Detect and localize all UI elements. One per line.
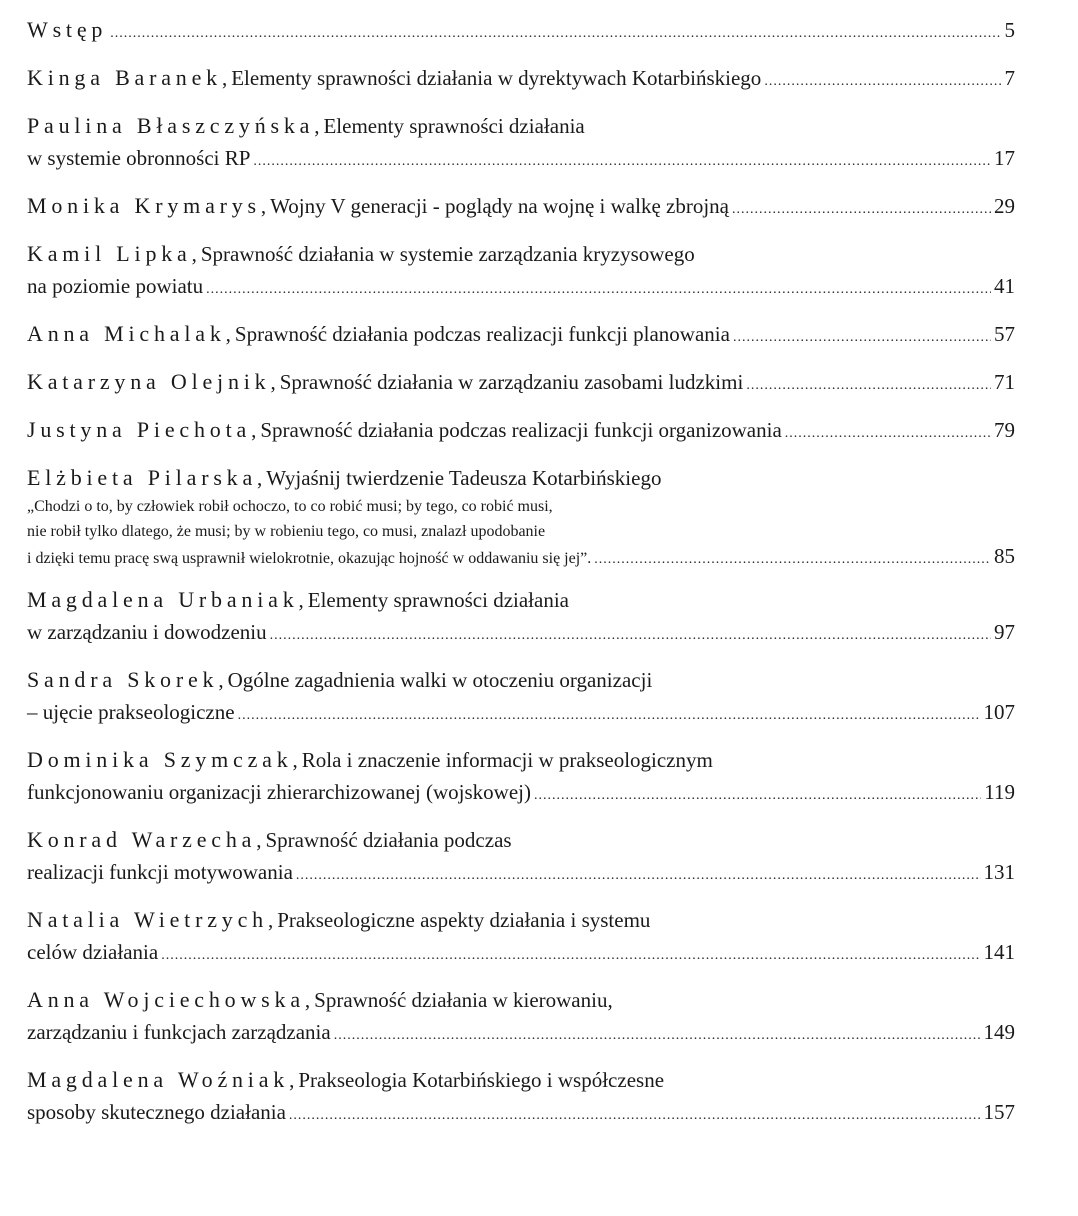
dot-leader: [733, 322, 991, 354]
dot-leader: [253, 146, 991, 178]
toc-line: [27, 936, 1015, 972]
toc-entry[interactable]: [27, 238, 1015, 306]
author-name: Paulina Błaszczyńska: [27, 113, 315, 138]
page-number: 131: [983, 860, 1015, 884]
entry-title: Sprawność działania podczas realizacji funkcji planowania: [234, 322, 730, 346]
entry-title-continued: na poziomie powiatu: [27, 274, 204, 298]
entry-title: Sprawność działania podczas: [265, 828, 512, 852]
toc-entry[interactable]: [27, 62, 1015, 98]
toc-entry[interactable]: [27, 318, 1015, 354]
author-name: Magdalena Woźniak: [27, 1067, 290, 1092]
toc-line: Sandra Skorek , Ogólne zagadnienia walki w otoczeniu organizacji: [27, 664, 1015, 696]
toc-line: Dominika Szymczak , Rola i znaczenie informacji w prakseologicznym: [27, 744, 1015, 776]
author-name: Anna Wojciechowska: [27, 987, 305, 1012]
entry-title-continued: – ujęcie prakseologiczne: [27, 700, 235, 724]
dot-leader: [238, 700, 981, 732]
toc-entry[interactable]: [27, 904, 1015, 972]
entry-title: Rola i znaczenie informacji w prakseologicznym: [301, 748, 713, 772]
entry-title: Wyjaśnij twierdzenie Tadeusza Kotarbińskiego: [266, 466, 662, 490]
dot-leader: [334, 1020, 981, 1052]
toc-entry[interactable]: [27, 744, 1015, 812]
entry-title: Prakseologia Kotarbińskiego i współczesne: [298, 1068, 665, 1092]
page-number: 149: [983, 1020, 1015, 1044]
toc-line: [27, 856, 1015, 892]
author-name: Justyna Piechota: [27, 417, 252, 442]
entry-title-continued: sposoby skutecznego działania: [27, 1100, 286, 1124]
toc-line: Magdalena Urbaniak , Elementy sprawności działania: [27, 584, 1015, 616]
toc-line: Natalia Wietrzych , Prakseologiczne aspekty działania i systemu: [27, 904, 1015, 936]
toc-line: Kinga Baranek , Elementy sprawności działania w dyrektywach Kotarbińskiego ..... 7: [27, 62, 1015, 98]
page-number: 71: [994, 370, 1015, 394]
toc-line: Anna Wojciechowska , Sprawność działania w kierowaniu,: [27, 984, 1015, 1016]
page-number: 107: [983, 700, 1015, 724]
entry-title-continued: realizacji funkcji motywowania: [27, 860, 293, 884]
toc-line: [27, 1016, 1015, 1052]
page-number: 29: [994, 194, 1015, 218]
toc-entry[interactable]: [27, 984, 1015, 1052]
toc-entry[interactable]: [27, 190, 1015, 226]
toc-entry[interactable]: [27, 366, 1015, 402]
dot-leader: [270, 620, 991, 652]
quote-text: „Chodzi o to, by człowiek robił ochoczo, to co robić musi; by tego, co robić musi,: [27, 498, 553, 515]
author-name: Elżbieta Pilarska: [27, 465, 258, 490]
dot-leader: [594, 547, 991, 572]
dot-leader: [110, 18, 1001, 50]
entry-title: Elementy sprawności działania w dyrektywach Kotarbińskiego: [231, 66, 762, 90]
author-name: Kamil Lipka: [27, 241, 192, 266]
toc-entry-intro[interactable]: [27, 14, 1015, 50]
toc-line: Konrad Warzecha , Sprawność działania podczas: [27, 824, 1015, 856]
entry-title: Wojny V generacji - poglądy na wojnę i walkę zbrojną: [270, 194, 729, 218]
page-number: 157: [983, 1100, 1015, 1124]
entry-title: Sprawność działania w systemie zarządzania kryzysowego: [200, 242, 695, 266]
toc-line: [27, 696, 1015, 732]
entry-title: Ogólne zagadnienia walki w otoczeniu organizacji: [227, 668, 653, 692]
toc-line: Elżbieta Pilarska , Wyjaśnij twierdzenie Tadeusza Kotarbińskiego: [27, 462, 1015, 494]
dot-leader: [289, 1100, 981, 1132]
toc-line: Katarzyna Olejnik , Sprawność działania w zarządzaniu zasobami ludzkimi ..... 71: [27, 366, 1015, 402]
dot-leader: [764, 66, 1001, 98]
toc-entry[interactable]: [27, 110, 1015, 178]
page-number: 41: [994, 274, 1015, 298]
page-number: 97: [994, 620, 1015, 644]
toc-line: [27, 14, 1015, 50]
toc-line: [27, 142, 1015, 178]
author-name: Magdalena Urbaniak: [27, 587, 299, 612]
page-number: 79: [994, 418, 1015, 442]
entry-title-continued: funkcjonowaniu organizacji zhierarchizowanej (wojskowej): [27, 780, 531, 804]
toc-entry[interactable]: [27, 414, 1015, 450]
toc-quote-line: [27, 494, 1015, 519]
author-name: Anna Michalak: [27, 321, 226, 346]
page-number: 57: [994, 322, 1015, 346]
entry-title-continued: w zarządzaniu i dowodzeniu: [27, 620, 267, 644]
toc-line: Monika Krymarys , Wojny V generacji - poglądy na wojnę i walkę zbrojną ..... 29: [27, 190, 1015, 226]
toc-entry[interactable]: [27, 1064, 1015, 1132]
toc-quote-line: [27, 544, 1015, 572]
toc-entry[interactable]: [27, 584, 1015, 652]
page-number: 5: [1004, 18, 1015, 42]
toc-entry[interactable]: [27, 664, 1015, 732]
toc-line: [27, 1096, 1015, 1132]
author-name: Monika Krymarys: [27, 193, 261, 218]
author-name: Natalia Wietrzych: [27, 907, 268, 932]
quote-text: nie robił tylko dlatego, że musi; by w robieniu tego, co musi, znalazł upodobanie: [27, 523, 546, 540]
page-number: 7: [1004, 66, 1015, 90]
toc-line: Kamil Lipka , Sprawność działania w systemie zarządzania kryzysowego: [27, 238, 1015, 270]
author-name: Sandra Skorek: [27, 667, 219, 692]
toc-line: Anna Michalak , Sprawność działania podczas realizacji funkcji planowania ..... 57: [27, 318, 1015, 354]
entry-title: Sprawność działania podczas realizacji funkcji organizowania: [260, 418, 782, 442]
page-number: 119: [984, 780, 1015, 804]
entry-title: Elementy sprawności działania: [307, 588, 569, 612]
page-number: 141: [983, 940, 1015, 964]
table-of-contents: [27, 14, 1015, 1144]
author-name: Konrad Warzecha: [27, 827, 257, 852]
entry-title: Sprawność działania w zarządzaniu zasobami ludzkimi: [279, 370, 744, 394]
dot-leader: [296, 860, 981, 892]
toc-line: Paulina Błaszczyńska , Elementy sprawności działania: [27, 110, 1015, 142]
toc-line: [27, 270, 1015, 306]
toc-line: [27, 776, 1015, 812]
author-name: Dominika Szymczak: [27, 747, 293, 772]
dot-leader: [161, 940, 980, 972]
quote-text: i dzięki temu pracę swą usprawnił wielokrotnie, okazując hojność w oddawaniu się jej”.: [27, 550, 592, 567]
page-number: 17: [994, 146, 1015, 170]
toc-line: [27, 616, 1015, 652]
entry-title: Elementy sprawności działania: [323, 114, 585, 138]
dot-leader: [785, 418, 991, 450]
entry-title-continued: zarządzaniu i funkcjach zarządzania: [27, 1020, 331, 1044]
toc-entry[interactable]: [27, 824, 1015, 892]
dot-leader: [746, 370, 991, 402]
toc-entry[interactable]: [27, 462, 1015, 572]
intro-label: Wstęp: [27, 17, 108, 42]
page-number: 85: [994, 544, 1015, 568]
toc-line: Magdalena Woźniak , Prakseologia Kotarbińskiego i współczesne: [27, 1064, 1015, 1096]
entry-title-continued: w systemie obronności RP: [27, 146, 251, 170]
entry-title: Prakseologiczne aspekty działania i systemu: [277, 908, 651, 932]
entry-title: Sprawność działania w kierowaniu,: [314, 988, 613, 1012]
author-name: Kinga Baranek: [27, 65, 222, 90]
toc-line: Justyna Piechota , Sprawność działania podczas realizacji funkcji organizowania ..... 79: [27, 414, 1015, 450]
dot-leader: [732, 194, 991, 226]
dot-leader: [206, 274, 991, 306]
toc-quote-line: [27, 519, 1015, 544]
entry-title-continued: celów działania: [27, 940, 159, 964]
author-name: Katarzyna Olejnik: [27, 369, 271, 394]
dot-leader: [534, 780, 981, 812]
